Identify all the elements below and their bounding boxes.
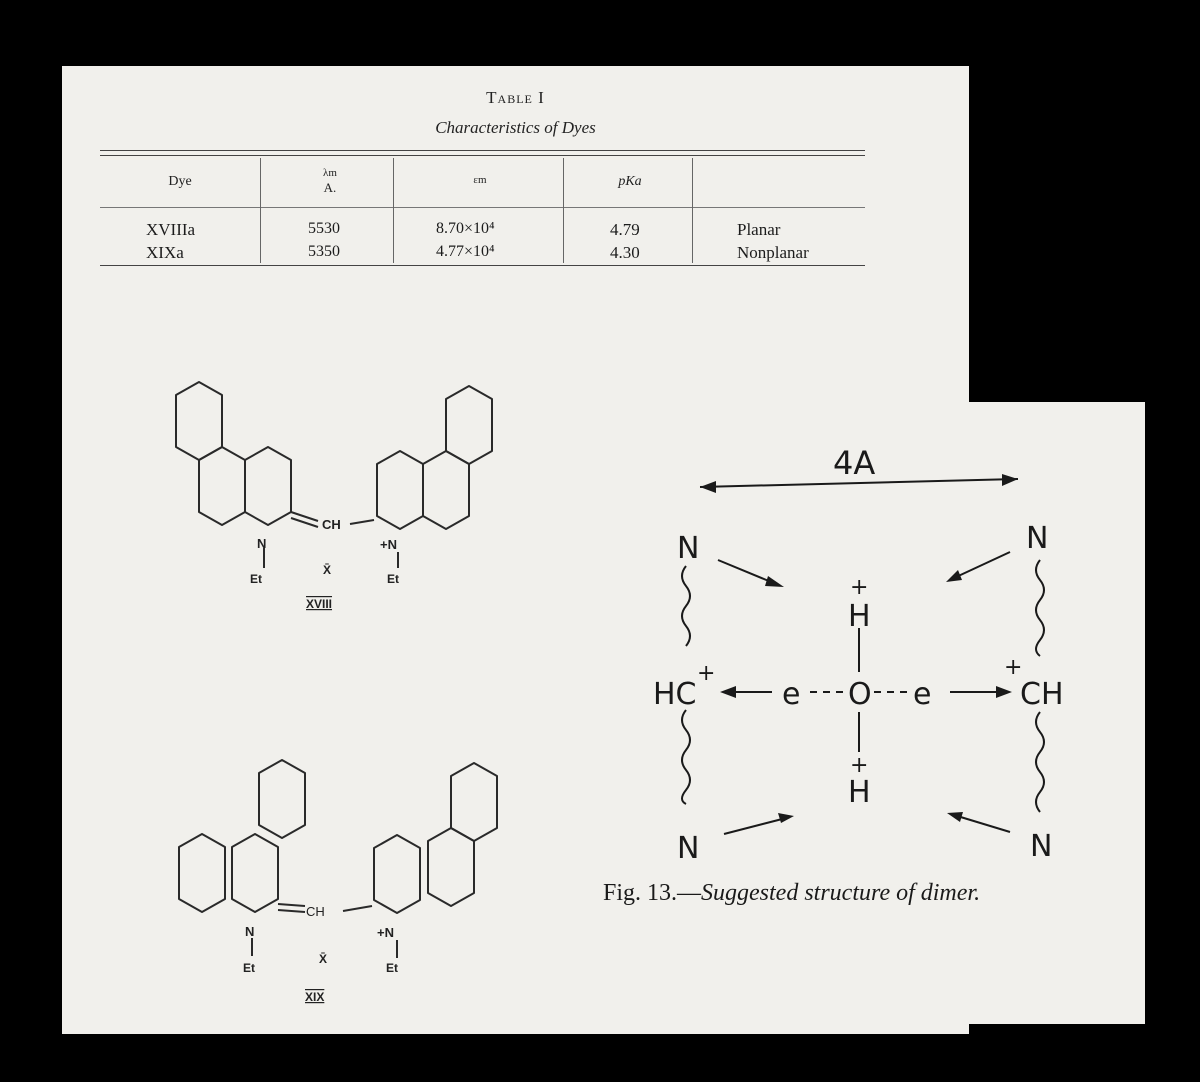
xviii-ring <box>176 382 222 460</box>
hydrogen-label: H <box>848 775 871 810</box>
hydrogen-label: H <box>848 599 871 634</box>
table-header-lambda: λm <box>323 167 337 179</box>
plus-sign: + <box>850 575 869 600</box>
table-header-lambda-unit: A. <box>323 180 337 195</box>
xviii-ring <box>423 451 469 529</box>
arrowhead <box>700 481 716 493</box>
wavy-bond <box>682 566 690 646</box>
xix-anion: X̄ <box>319 952 328 966</box>
arrowhead <box>765 576 784 587</box>
xix-ring <box>232 834 278 912</box>
plus-sign: + <box>697 661 716 686</box>
ch-plus-label: CH <box>1020 677 1064 712</box>
xix-bond <box>278 910 305 912</box>
table-cell-pka: 4.79 <box>610 220 640 239</box>
xviii-n-left: N <box>257 536 267 551</box>
table-cell-epsilon: 4.77×10⁴ <box>436 243 495 260</box>
arrowhead <box>1002 474 1018 486</box>
hc-plus-label: HC <box>653 677 697 712</box>
table-cell-note: Planar <box>737 220 781 239</box>
table-title: Table I <box>486 88 545 107</box>
arrowhead <box>996 686 1012 698</box>
wavy-bond <box>682 710 690 804</box>
xviii-bond <box>350 520 374 524</box>
xviii-ring <box>199 447 245 525</box>
arrow-line <box>954 552 1010 578</box>
xix-ring <box>374 835 420 913</box>
xviii-ring <box>446 386 492 464</box>
arrowhead <box>946 570 962 582</box>
xviii-anion: X̄ <box>323 563 332 577</box>
table-cell-lambda: 5350 <box>308 243 340 260</box>
xix-label: XIX <box>305 990 325 1004</box>
xix-et-right: Et <box>386 961 398 975</box>
nitrogen-label: N <box>677 831 700 866</box>
xix-ring <box>428 828 474 906</box>
arrowhead <box>720 686 736 698</box>
xviii-ring <box>377 451 423 529</box>
table-header-dye: Dye <box>168 174 192 189</box>
electron-label: e <box>913 677 932 712</box>
table-cell-note: Nonplanar <box>737 243 809 262</box>
caption-text: Suggested structure of dimer. <box>701 880 981 906</box>
arrow-line <box>954 815 1010 832</box>
arrowhead <box>778 813 794 823</box>
xix-ch-label: CH <box>306 904 325 919</box>
table-header-pka: pKa <box>618 174 642 189</box>
xviii-et-right: Et <box>387 572 399 586</box>
xix-bond <box>343 906 372 911</box>
xviii-n-right: +N <box>380 537 397 552</box>
xix-ring <box>451 763 497 841</box>
wavy-bond <box>1036 560 1044 656</box>
plus-sign: + <box>1004 655 1023 680</box>
table-header-epsilon: εm <box>473 174 487 186</box>
xviii-label: XVIII <box>306 597 333 611</box>
xviii-et-left: Et <box>250 572 262 586</box>
xix-bond <box>278 904 305 906</box>
xix-n-left: N <box>245 924 255 939</box>
nitrogen-label: N <box>1030 829 1053 864</box>
plus-sign: + <box>850 753 869 778</box>
figure-caption <box>603 880 980 907</box>
arrowhead <box>947 812 963 822</box>
table-subtitle: Characteristics of Dyes <box>435 118 596 137</box>
table-cell-dye: XVIIIa <box>146 220 196 239</box>
table-cell-dye: XIXa <box>146 243 184 262</box>
xix-ring <box>179 834 225 912</box>
xviii-ch-label: CH <box>322 517 341 532</box>
table-cell-pka: 4.30 <box>610 243 640 262</box>
wavy-bond <box>1036 712 1044 812</box>
xix-ring <box>259 760 305 838</box>
nitrogen-label: N <box>677 531 700 566</box>
xviii-ring <box>245 447 291 525</box>
oxygen-label: O <box>848 677 872 712</box>
electron-label: e <box>782 677 801 712</box>
table-cell-epsilon: 8.70×10⁴ <box>436 220 495 237</box>
xix-et-left: Et <box>243 961 255 975</box>
table-cell-lambda: 5530 <box>308 220 340 237</box>
caption-prefix: Fig. 13.— <box>603 880 702 906</box>
xix-n-right: +N <box>377 925 394 940</box>
nitrogen-label: N <box>1026 521 1049 556</box>
distance-label: 4A <box>833 444 876 482</box>
